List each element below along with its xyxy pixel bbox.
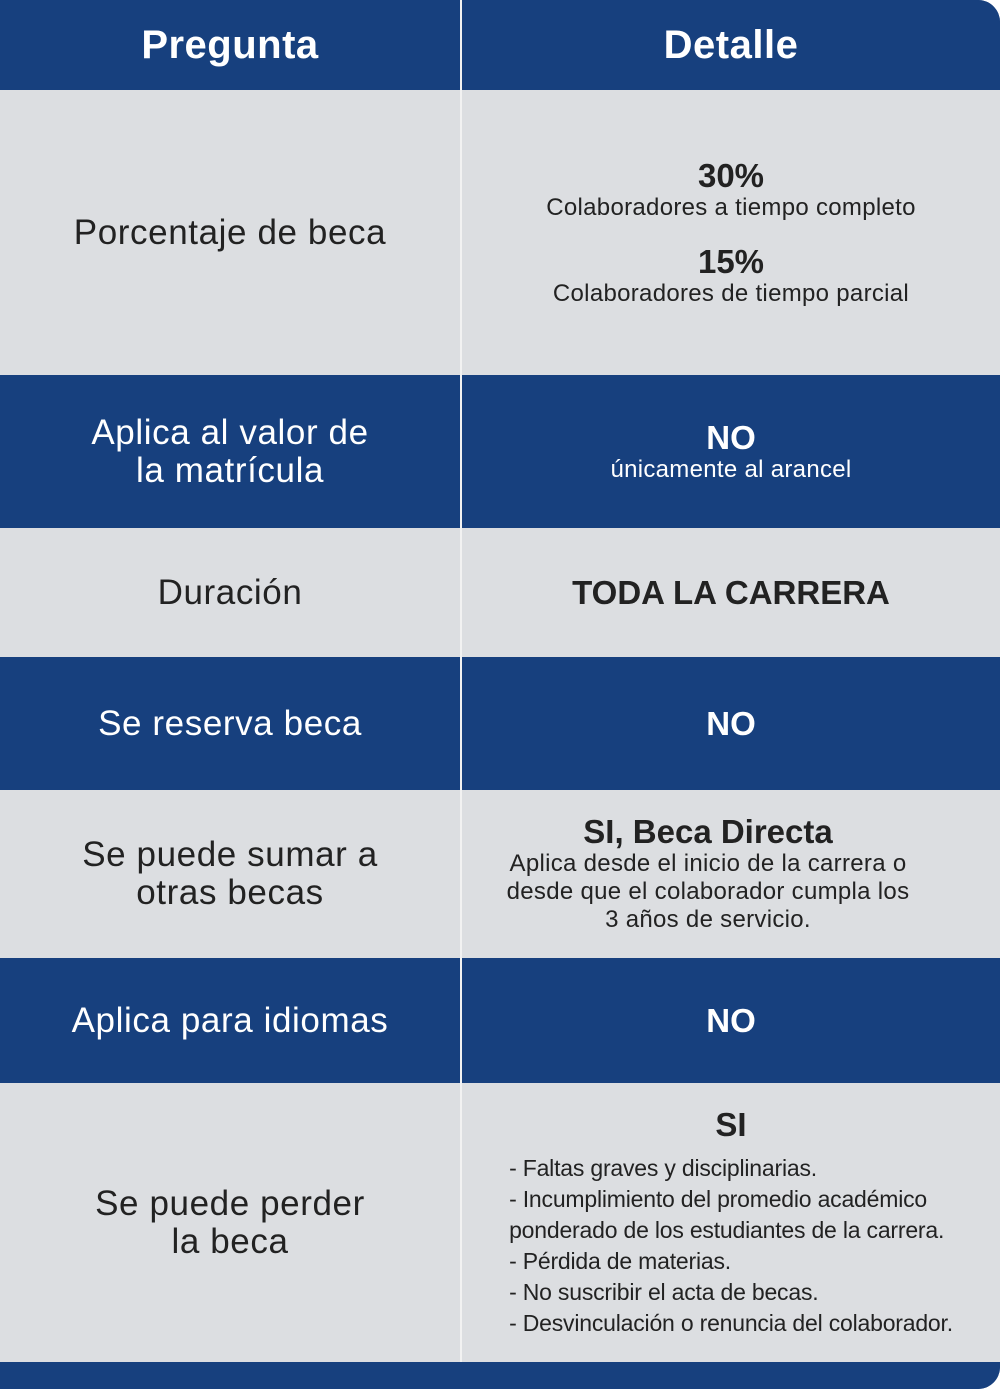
answer-text: SI, Beca Directa (583, 813, 833, 850)
answer-note: 3 años de servicio. (605, 906, 811, 933)
list-item: - Faltas graves y disciplinarias. (509, 1154, 817, 1181)
header-pregunta-label: Pregunta (141, 22, 319, 67)
answer-note: únicamente al arancel (610, 455, 852, 483)
list-item: - Incumplimiento del promedio académico (509, 1185, 927, 1212)
table-row-duracion (0, 528, 1000, 657)
question-text: Se reserva beca (98, 703, 362, 743)
detail-cell (462, 657, 1000, 790)
answer-note: desde que el colaborador cumpla los (506, 878, 910, 905)
list-item: - No suscribir el acta de becas. (509, 1278, 819, 1305)
question-cell (0, 375, 460, 528)
question-text: Se puede sumar a (82, 835, 378, 874)
answer-note: Aplica desde el inicio de la carrera o (509, 850, 907, 877)
detail-cell (462, 1083, 1000, 1362)
question-cell (0, 657, 460, 790)
question-text: Aplica al valor de (91, 412, 369, 452)
answer-text: NO (706, 704, 756, 742)
question-cell (0, 528, 460, 657)
percentage-value: 15% (697, 242, 765, 280)
answer-text: TODA LA CARRERA (572, 573, 890, 611)
question-text: Duración (157, 572, 303, 612)
list-item: - Pérdida de materias. (509, 1247, 731, 1274)
table-row-matricula (0, 375, 1000, 528)
answer-text: SI (715, 1105, 747, 1143)
percentage-description: Colaboradores de tiempo parcial (552, 279, 910, 307)
reasons-list (509, 1153, 953, 1339)
question-text: Aplica para idiomas (71, 1000, 389, 1040)
question-text: otras becas (136, 873, 324, 912)
question-cell (0, 958, 460, 1083)
question-text: la matrícula (135, 450, 325, 490)
detail-cell (462, 958, 1000, 1083)
question-cell (0, 1083, 460, 1362)
header-detalle-label: Detalle (663, 22, 799, 67)
detail-cell (462, 528, 1000, 657)
table-header (0, 0, 1000, 90)
question-text: Porcentaje de beca (73, 212, 387, 252)
percentage-value: 30% (697, 156, 765, 194)
answer-text: NO (706, 418, 756, 456)
percentage-description: Colaboradores a tiempo completo (546, 193, 916, 221)
question-cell (0, 90, 460, 375)
answer-text: NO (706, 1001, 756, 1039)
header-pregunta (0, 0, 460, 90)
table-row-porcentaje (0, 90, 1000, 375)
question-text: la beca (171, 1221, 289, 1261)
question-text: Se puede perder (95, 1183, 365, 1223)
table-row-idiomas (0, 958, 1000, 1083)
table-row-sumar (0, 790, 1000, 958)
list-item: - Desvinculación o renuncia del colaborador. (509, 1309, 953, 1336)
list-item: ponderado de los estudiantes de la carrera. (509, 1216, 945, 1243)
table-row-perder (0, 1083, 1000, 1362)
detail-cell (462, 790, 1000, 958)
detail-cell (462, 90, 1000, 375)
header-detalle (462, 0, 1000, 90)
table-row-reserva (0, 657, 1000, 790)
table-footer-bar (0, 1362, 1000, 1389)
question-cell (0, 790, 460, 958)
detail-cell (462, 375, 1000, 528)
